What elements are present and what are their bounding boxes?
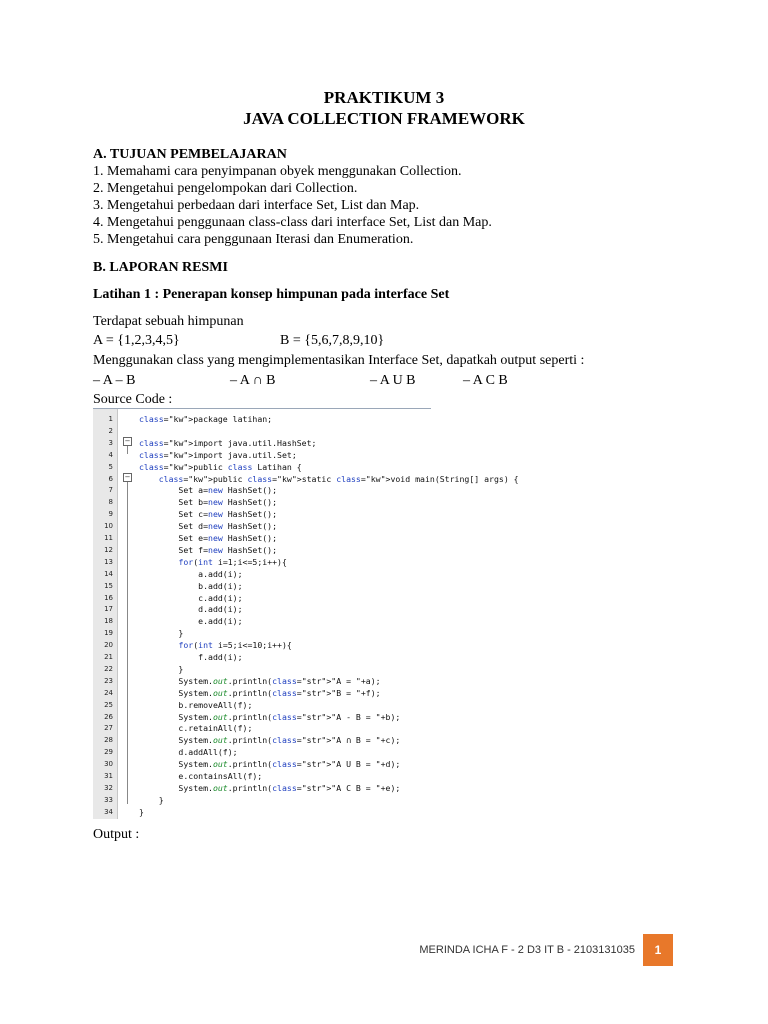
line-number: 17 [104, 605, 113, 614]
line-number: 5 [108, 462, 113, 471]
code-line [93, 473, 519, 485]
code-line [93, 639, 431, 651]
code-line [93, 806, 431, 818]
code-text: e.containsAll(f); [139, 771, 263, 781]
code-line [93, 722, 431, 734]
code-text: c.retainAll(f); [139, 723, 253, 734]
code-line [93, 746, 431, 758]
code-text: System.out.println(class="str">"A U B = "+d); [139, 759, 401, 770]
line-number: 31 [104, 772, 113, 780]
section-a-heading: A. TUJUAN PEMBELAJARAN [93, 147, 287, 162]
code-line [93, 425, 431, 437]
code-text: class="kw">package latihan; [139, 414, 273, 424]
objective-item: 1. Memahami cara penyimpanan obyek menggunakan Collection. [93, 164, 462, 179]
op-union: – A U B [370, 373, 416, 388]
code-line [93, 603, 431, 615]
code-text: Set b=new HashSet(); [139, 497, 278, 508]
line-number: 6 [108, 474, 113, 483]
code-line [93, 496, 431, 508]
code-line [93, 663, 431, 675]
objective-item: 5. Mengetahui cara penggunaan Iterasi dan Enumeration. [93, 232, 414, 247]
code-line [93, 699, 431, 711]
code-text: for(int i=1;i<=5;i++){ [178, 556, 287, 567]
code-text: class="kw">public class Latihan { [139, 461, 302, 472]
section-b-heading: B. LAPORAN RESMI [93, 260, 228, 275]
line-number: 7 [108, 486, 113, 495]
line-number: 24 [104, 688, 113, 697]
document-title: PRAKTIKUM 3 [323, 88, 445, 107]
source-code-label: Source Code : [93, 392, 173, 407]
line-number: 29 [104, 748, 113, 757]
set-b: B = {5,6,7,8,9,10} [280, 333, 385, 348]
instruction-text: Menggunakan class yang mengimplementasikan Interface Set, dapatkah output seperti : [93, 353, 585, 368]
code-line [93, 556, 431, 568]
line-number: 30 [104, 760, 113, 769]
code-text: class="kw">public class="kw">static class="kw">void main(String[] args) { [158, 473, 519, 484]
document-subtitle: JAVA COLLECTION FRAMEWORK [243, 109, 525, 128]
code-text: System.out.println(class="str">"A - B = "+b); [139, 711, 401, 722]
code-text: System.out.println(class="str">"A C B = "+e); [139, 782, 401, 793]
code-line [93, 627, 431, 639]
line-number: 32 [104, 783, 113, 792]
line-number: 16 [104, 593, 113, 602]
line-number: 25 [104, 700, 113, 709]
code-text: Set a=new HashSet(); [139, 485, 278, 496]
code-text: Set d=new HashSet(); [139, 521, 278, 532]
code-line [93, 687, 431, 699]
code-text: System.out.println(class="str">"A ∩ B = "+c); [139, 735, 401, 746]
code-text: } [139, 663, 184, 674]
objective-item: 2. Mengetahui pengelompokan dari Collection. [93, 181, 358, 196]
code-text: System.out.println(class="str">"B = "+f); [139, 687, 381, 698]
footer-author: MERINDA ICHA F - 2 D3 IT B - 2103131035 [419, 944, 635, 956]
op-subset: – A C B [463, 373, 508, 388]
code-text: for(int i=5;i<=10;i++){ [178, 640, 292, 651]
line-number: 12 [104, 545, 113, 554]
code-text: a.add(i); [139, 568, 243, 579]
code-line [93, 508, 431, 520]
code-text: b.add(i); [139, 580, 243, 591]
output-label: Output : [93, 827, 140, 842]
code-line [93, 413, 431, 425]
page-footer [419, 934, 673, 966]
line-number: 1 [108, 415, 113, 423]
line-number: 34 [104, 807, 113, 816]
code-line [93, 675, 431, 687]
line-number: 11 [104, 534, 113, 542]
code-line [93, 770, 431, 782]
code-line [93, 794, 431, 806]
code-line [93, 782, 431, 794]
line-number: 22 [104, 664, 113, 673]
code-text: Set f=new HashSet(); [139, 544, 278, 555]
line-number: 27 [104, 724, 113, 733]
fold-toggle-icon[interactable]: − [124, 473, 131, 481]
page-number-badge: 1 [643, 934, 673, 966]
code-line [93, 580, 431, 592]
line-number: 23 [104, 676, 113, 685]
line-number: 10 [104, 522, 113, 531]
code-text: c.add(i); [139, 592, 243, 603]
op-difference: – A – B [93, 373, 136, 388]
code-text: class="kw">import java.util.Set; [139, 449, 297, 460]
objective-item: 4. Mengetahui penggunaan class-class dari interface Set, List dan Map. [93, 215, 492, 230]
line-number: 8 [108, 498, 113, 507]
intro-text: Terdapat sebuah himpunan [93, 314, 244, 329]
code-text: d.addAll(f); [139, 747, 238, 758]
code-text: e.add(i); [139, 616, 243, 627]
code-line [93, 592, 431, 604]
latihan-heading: Latihan 1 : Penerapan konsep himpunan pada interface Set [93, 287, 450, 302]
code-text: } [139, 628, 184, 639]
line-number: 9 [108, 510, 113, 519]
code-text: d.add(i); [139, 604, 243, 615]
line-number: 14 [104, 569, 113, 578]
source-code-editor [93, 408, 519, 819]
code-line [93, 461, 431, 473]
line-number: 33 [104, 795, 113, 804]
code-line [93, 568, 431, 580]
code-text: System.out.println(class="str">"A = "+a); [139, 675, 381, 686]
objective-item: 3. Mengetahui perbedaan dari interface Set, List dan Map. [93, 198, 420, 213]
code-text: } [139, 794, 164, 805]
code-line [93, 449, 431, 461]
fold-toggle-icon[interactable]: − [124, 437, 131, 445]
code-line [93, 651, 431, 663]
line-number: 13 [104, 557, 113, 566]
section-a [93, 146, 492, 248]
code-line [93, 734, 431, 746]
code-line [93, 544, 431, 556]
code-line [93, 520, 431, 532]
line-number: 18 [104, 617, 113, 626]
code-line [93, 484, 431, 496]
code-line [93, 532, 431, 544]
code-text: f.add(i); [139, 652, 243, 662]
code-line [93, 615, 431, 627]
code-line [93, 711, 431, 723]
line-number: 4 [108, 450, 113, 459]
line-number: 3 [108, 438, 113, 447]
set-a: A = {1,2,3,4,5} [93, 333, 180, 348]
line-number: 19 [104, 629, 113, 638]
line-number: 21 [104, 653, 113, 661]
code-text: b.removeAll(f); [139, 699, 253, 710]
code-text: class="kw">import java.util.HashSet; [139, 437, 317, 448]
line-number: 26 [104, 712, 113, 721]
code-text: Set e=new HashSet(); [139, 533, 278, 543]
code-text: } [139, 806, 144, 817]
op-intersection: – A ∩ B [230, 373, 276, 388]
code-line [93, 437, 431, 449]
code-text: Set c=new HashSet(); [139, 509, 278, 520]
line-number: 15 [104, 581, 113, 590]
line-number: 20 [104, 641, 113, 650]
code-line [93, 758, 431, 770]
line-number: 2 [108, 426, 113, 435]
line-number: 28 [104, 736, 113, 745]
